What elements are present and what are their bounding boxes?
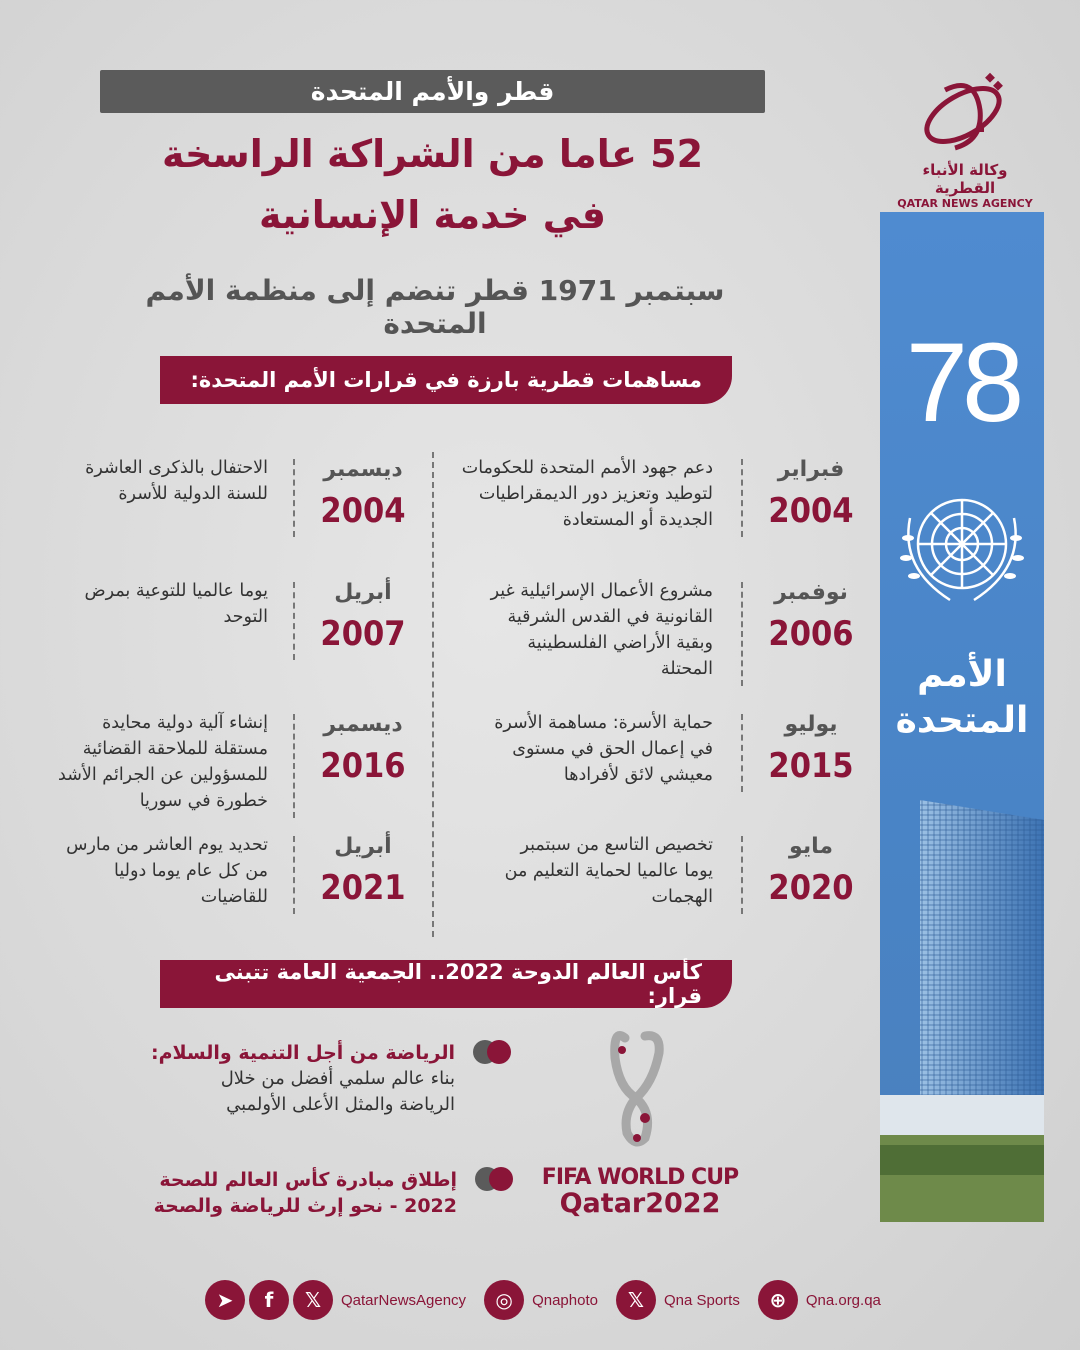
qna-logo — [890, 70, 1040, 210]
un-headquarters-image — [880, 800, 1044, 1222]
fifa-logo-line2: Qatar2022 — [559, 1188, 721, 1219]
entry-line: مشروع الأعمال الإسرائيلية غير — [490, 581, 713, 601]
entry-year: 2004 — [320, 491, 406, 531]
entry-line: للقاضيات — [200, 887, 268, 907]
entry-line: مستقلة للملاحقة القضائية — [82, 739, 268, 759]
worldcup-item1-line1: بناء عالم سلمي أفضل من خلال — [220, 1068, 455, 1089]
entry-line: خطورة في سوريا — [139, 791, 268, 811]
entry-description — [393, 832, 713, 910]
x-icon[interactable]: 𝕏 — [616, 1280, 656, 1320]
entry-description — [0, 710, 268, 814]
social-footer — [205, 1280, 895, 1320]
entry-divider — [293, 459, 295, 537]
years-number: 78 — [905, 320, 1019, 445]
telegram-icon[interactable]: ➤ — [205, 1280, 245, 1320]
entry-description — [0, 832, 268, 910]
entry-line: تحديد يوم العاشر من مارس — [66, 835, 268, 855]
entry-line: التوحد — [223, 607, 268, 627]
worldcup-item2-line1: إطلاق مبادرة كأس العالم للصحة — [159, 1169, 457, 1191]
entry-line: يوما عالميا للتوعية بمرض — [84, 581, 268, 601]
entry-description — [393, 455, 713, 533]
page-title-line2: في خدمة الإنسانية — [258, 193, 607, 237]
footer-handle-sports[interactable]: Qna Sports — [663, 1291, 740, 1309]
facebook-icon[interactable]: f — [249, 1280, 289, 1320]
footer-handle-photo[interactable]: Qnaphoto — [532, 1291, 598, 1309]
bullet-dots-icon — [473, 1040, 513, 1064]
contributions-heading: مساهمات قطرية بارزة في قرارات الأمم المتحدة: — [160, 356, 732, 404]
entry-line: حماية الأسرة: مساهمة الأسرة — [494, 713, 713, 733]
entry-line: من كل عام يوما دوليا — [114, 861, 268, 881]
section-banner: قطر والأمم المتحدة — [100, 70, 765, 113]
qna-emblem-icon — [915, 70, 1015, 155]
worldcup-item-sport-peace — [151, 1040, 513, 1118]
un-label-line2: المتحدة — [895, 700, 1029, 741]
world-cup-emblem-icon — [605, 1028, 667, 1148]
entry-line: الاحتفال بالذكرى العاشرة — [85, 458, 268, 478]
entry-month: أبريل — [334, 834, 392, 859]
fifa-logo-line1: FIFA WORLD CUP — [541, 1165, 739, 1190]
entry-line: الهجمات — [651, 887, 713, 907]
entry-divider — [293, 582, 295, 660]
entry-line: القانونية في القدس الشرقية — [507, 607, 713, 627]
entry-line: إنشاء آلية دولية محايدة — [102, 713, 268, 733]
entry-line: في إعمال الحق في مستوى — [512, 739, 713, 759]
entry-year: 2004 — [768, 491, 854, 531]
globe-icon[interactable]: ⊕ — [758, 1280, 798, 1320]
entry-line: المحتلة — [660, 659, 713, 679]
entry-month: ديسمبر — [323, 457, 403, 482]
worldcup-heading: كأس العالم الدوحة 2022.. الجمعية العامة تتبنى قرار: — [160, 960, 732, 1008]
entry-year: 2007 — [320, 614, 406, 654]
fifa-world-cup-logo — [540, 1165, 740, 1219]
bullet-dots-icon — [475, 1167, 515, 1191]
entry-line: للسنة الدولية للأسرة — [118, 484, 268, 504]
entry-month: يوليو — [784, 712, 838, 737]
entry-divider — [741, 459, 743, 537]
entry-month: نوفمبر — [774, 580, 848, 605]
entry-divider — [741, 714, 743, 792]
un-emblem-icon — [890, 488, 1034, 612]
entry-line: وبقية الأراضي الفلسطينية — [527, 633, 713, 653]
entry-line: تخصيص التاسع من سبتمبر — [520, 835, 713, 855]
entry-year: 2021 — [320, 868, 406, 908]
footer-website[interactable]: Qna.org.qa — [805, 1291, 881, 1309]
page-title-line1: 52 عاما من الشراكة الراسخة — [161, 132, 704, 176]
entry-description — [0, 578, 268, 630]
entry-year: 2016 — [320, 746, 406, 786]
entry-divider — [741, 582, 743, 686]
entry-year: 2020 — [768, 868, 854, 908]
entry-month: أبريل — [334, 580, 392, 605]
worldcup-item1-title: الرياضة من أجل التنمية والسلام: — [150, 1042, 455, 1064]
entry-line: للمسؤولين عن الجرائم الأشد — [58, 765, 268, 785]
entry-line: يوما عالميا لحماية التعليم من — [504, 861, 713, 881]
entry-divider — [741, 836, 743, 914]
entry-year: 2015 — [768, 746, 854, 786]
logo-arabic: وكالة الأنباء القطرية — [922, 161, 1008, 197]
worldcup-item2-line2: 2022 - نحو إرث للرياضة والصحة — [153, 1195, 457, 1217]
x-icon[interactable]: 𝕏 — [293, 1280, 333, 1320]
entry-description — [393, 710, 713, 788]
entry-line: لتوطيد وتعزيز دور الديمقراطيات — [478, 484, 713, 504]
entry-month: فبراير — [777, 457, 845, 482]
entry-year: 2006 — [768, 614, 854, 654]
subtitle: سبتمبر 1971 قطر تنضم إلى منظمة الأمم المتحدة — [145, 274, 725, 340]
entry-divider — [293, 714, 295, 818]
entry-description — [0, 455, 268, 507]
un-label — [880, 652, 1044, 744]
footer-handle-news[interactable]: QatarNewsAgency — [341, 1291, 467, 1309]
worldcup-item-health — [154, 1167, 515, 1219]
worldcup-item1-line2: الرياضة والمثل الأعلى الأولمبي — [226, 1094, 455, 1115]
entry-month: مايو — [789, 834, 833, 859]
un-label-line1: الأمم — [917, 654, 1007, 695]
entry-divider — [293, 836, 295, 914]
logo-english: QATAR NEWS AGENCY — [897, 197, 1033, 210]
entry-line: معيشي لائق لأفرادها — [563, 765, 713, 785]
entry-month: ديسمبر — [323, 712, 403, 737]
entry-line: دعم جهود الأمم المتحدة للحكومات — [461, 458, 713, 478]
entry-description — [393, 578, 713, 682]
entry-line: الجديدة أو المستعادة — [562, 510, 713, 530]
instagram-icon[interactable]: ◎ — [484, 1280, 524, 1320]
